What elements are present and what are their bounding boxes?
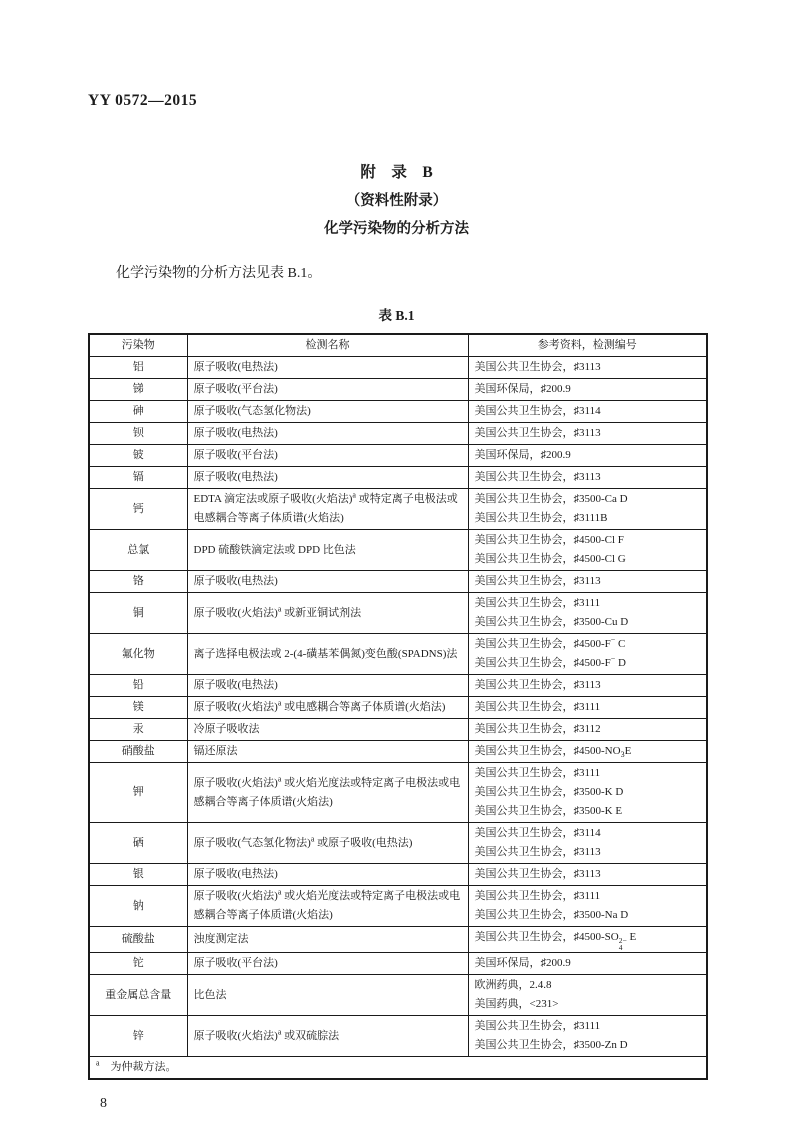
pollutant-cell: 铝 <box>89 357 187 379</box>
ref-line: 美国环保局，♯200.9 <box>474 383 571 395</box>
appendix-subtitle: （资料性附录） <box>345 193 448 209</box>
method-cell: 原子吸收(平台法) <box>187 445 468 467</box>
refs-cell <box>468 741 707 763</box>
table-row <box>89 1016 707 1057</box>
table-footnote-row <box>89 1057 707 1080</box>
table-row <box>89 445 707 467</box>
method-cell: 浊度测定法 <box>187 927 468 953</box>
ref-line: 美国公共卫生协会，♯3113 <box>474 361 601 373</box>
appendix-title: 附 录 B <box>360 164 433 181</box>
method-cell: 原子吸收(平台法) <box>187 379 468 401</box>
ref-line: 美国公共卫生协会，♯3113 <box>474 868 601 880</box>
table-row <box>89 719 707 741</box>
refs-cell <box>468 719 707 741</box>
method-cell: EDTA 滴定法或原子吸收(火焰法)$^a$ 或特定离子电极法或电感耦合等离子体质谱(火焰法) <box>187 489 468 530</box>
method-cell: 比色法 <box>187 975 468 1016</box>
pollutant-cell: 硒 <box>89 823 187 864</box>
pollutant-cell: 钡 <box>89 423 187 445</box>
method-cell: 原子吸收(电热法) <box>187 467 468 489</box>
table-row <box>89 634 707 675</box>
method-cell: DPD 硫酸铁滴定法或 DPD 比色法 <box>187 530 468 571</box>
table-row <box>89 489 707 530</box>
table-row <box>89 467 707 489</box>
refs-cell <box>468 571 707 593</box>
ref-line: 美国公共卫生协会，♯3113 <box>474 471 601 483</box>
page-number: 8 <box>100 1096 107 1111</box>
ref-line: 美国公共卫生协会，♯3500-Zn D <box>474 1039 628 1051</box>
pollutant-cell: 汞 <box>89 719 187 741</box>
table-row <box>89 530 707 571</box>
table-row <box>89 953 707 975</box>
refs-cell <box>468 864 707 886</box>
table-footnote: $^a$ 为仲裁方法。 <box>89 1057 707 1080</box>
method-cell: 原子吸收(电热法) <box>187 864 468 886</box>
table-row <box>89 697 707 719</box>
method-cell: 原子吸收(电热法) <box>187 423 468 445</box>
method-cell: 原子吸收(气态氢化物法)$^a$ 或原子吸收(电热法) <box>187 823 468 864</box>
intro-paragraph: 化学污染物的分析方法见表 B.1。 <box>116 266 322 281</box>
pollutant-cell: 重金属总含量 <box>89 975 187 1016</box>
table-row <box>89 823 707 864</box>
appendix-heading: 化学污染物的分析方法 <box>324 221 469 237</box>
refs-cell <box>468 357 707 379</box>
ref-line: 美国公共卫生协会，♯3111B <box>474 512 608 524</box>
ref-line: 美国公共卫生协会，♯3114 <box>474 405 601 417</box>
pollutant-cell: 银 <box>89 864 187 886</box>
ref-line: 美国公共卫生协会，♯4500-Cl F <box>474 534 624 546</box>
table-row <box>89 357 707 379</box>
pollutant-cell: 砷 <box>89 401 187 423</box>
table-row <box>89 886 707 927</box>
ref-line: 美国公共卫生协会，♯3500-Cu D <box>474 616 629 628</box>
pollutant-cell: 铜 <box>89 593 187 634</box>
ref-line: 美国公共卫生协会，♯3113 <box>474 575 601 587</box>
col-header-reference: 参考资料，检测编号 <box>468 334 707 357</box>
method-cell: 原子吸收(电热法) <box>187 357 468 379</box>
ref-line: 美国公共卫生协会，♯3111 <box>474 767 601 779</box>
ref-line: 美国公共卫生协会，♯4500-Cl G <box>474 553 626 565</box>
refs-cell <box>468 1016 707 1057</box>
refs-cell <box>468 927 707 953</box>
ref-line: 美国公共卫生协会，♯3111 <box>474 701 601 713</box>
ref-line: 欧洲药典，2.4.8 <box>474 979 552 991</box>
pollutant-cell: 铅 <box>89 675 187 697</box>
pollutant-cell: 钙 <box>89 489 187 530</box>
ref-line: 美国公共卫生协会，♯4500-F− C <box>474 635 626 650</box>
analysis-methods-table <box>88 333 708 1080</box>
pollutant-cell: 硝酸盐 <box>89 741 187 763</box>
refs-cell <box>468 886 707 927</box>
standard-number: YY 0572—2015 <box>88 92 198 109</box>
ref-line: 美国药典，<231> <box>474 998 559 1010</box>
ref-line: 美国公共卫生协会，♯3111 <box>474 597 601 609</box>
method-cell: 原子吸收(火焰法)$^a$ 或火焰光度法或特定离子电极法或电感耦合等离子体质谱(火焰法) <box>187 763 468 823</box>
table-row <box>89 675 707 697</box>
refs-cell <box>468 401 707 423</box>
ref-line: 美国公共卫生协会，♯4500-F− D <box>474 654 626 669</box>
refs-cell <box>468 489 707 530</box>
pollutant-cell: 铍 <box>89 445 187 467</box>
table-row <box>89 741 707 763</box>
refs-cell <box>468 823 707 864</box>
method-cell: 原子吸收(火焰法)$^a$ 或电感耦合等离子体质谱(火焰法) <box>187 697 468 719</box>
col-header-pollutant: 污染物 <box>89 334 187 357</box>
refs-cell <box>468 675 707 697</box>
table-row <box>89 423 707 445</box>
table-row <box>89 763 707 823</box>
table-header-row <box>89 334 707 357</box>
table-row <box>89 571 707 593</box>
pollutant-cell: 镉 <box>89 467 187 489</box>
table-row <box>89 379 707 401</box>
refs-cell <box>468 975 707 1016</box>
method-cell: 镉还原法 <box>187 741 468 763</box>
pollutant-cell: 总氯 <box>89 530 187 571</box>
method-cell: 冷原子吸收法 <box>187 719 468 741</box>
pollutant-cell: 铬 <box>89 571 187 593</box>
method-cell: 原子吸收(电热法) <box>187 571 468 593</box>
pollutant-cell: 锑 <box>89 379 187 401</box>
ref-line: 美国公共卫生协会，♯3113 <box>474 679 601 691</box>
method-cell: 原子吸收(火焰法)$^a$ 或双硫腙法 <box>187 1016 468 1057</box>
pollutant-cell: 锌 <box>89 1016 187 1057</box>
ref-line: 美国公共卫生协会，♯4500-SO 2− 4 E <box>474 931 637 952</box>
ref-line: 美国公共卫生协会，♯3114 <box>474 827 601 839</box>
ref-line: 美国环保局，♯200.9 <box>474 449 571 461</box>
refs-cell <box>468 593 707 634</box>
refs-cell <box>468 467 707 489</box>
table-row <box>89 593 707 634</box>
table-row <box>89 975 707 1016</box>
pollutant-cell: 硫酸盐 <box>89 927 187 953</box>
ref-line: 美国公共卫生协会，$♯4500-NO_3E$ <box>474 745 632 760</box>
method-cell: 原子吸收(火焰法)$^a$ 或新亚铜试剂法 <box>187 593 468 634</box>
pollutant-cell: 镁 <box>89 697 187 719</box>
pollutant-cell: 铊 <box>89 953 187 975</box>
refs-cell <box>468 763 707 823</box>
refs-cell <box>468 697 707 719</box>
table-row <box>89 401 707 423</box>
ref-line: 美国公共卫生协会，♯3500-Ca D <box>474 493 628 505</box>
method-cell: 原子吸收(气态氢化物法) <box>187 401 468 423</box>
table-row <box>89 864 707 886</box>
pollutant-cell: 钠 <box>89 886 187 927</box>
ref-line: 美国公共卫生协会，♯3500-K E <box>474 805 623 817</box>
refs-cell <box>468 423 707 445</box>
ref-line: 美国环保局，♯200.9 <box>474 957 571 969</box>
refs-cell <box>468 953 707 975</box>
table-caption: 表 B.1 <box>378 308 415 323</box>
method-cell: 原子吸收(火焰法)$^a$ 或火焰光度法或特定离子电极法或电感耦合等离子体质谱(火焰法) <box>187 886 468 927</box>
pollutant-cell: 氟化物 <box>89 634 187 675</box>
ref-line: 美国公共卫生协会，♯3500-K D <box>474 786 624 798</box>
table-row <box>89 927 707 953</box>
method-cell: 原子吸收(电热法) <box>187 675 468 697</box>
ref-line: 美国公共卫生协会，♯3112 <box>474 723 601 735</box>
method-cell: 离子选择电极法或 2-(4-磺基苯偶氮)变色酸(SPADNS)法 <box>187 634 468 675</box>
refs-cell <box>468 445 707 467</box>
ref-line: 美国公共卫生协会，♯3111 <box>474 890 601 902</box>
ref-line: 美国公共卫生协会，♯3113 <box>474 846 601 858</box>
pollutant-cell: 钾 <box>89 763 187 823</box>
refs-cell <box>468 634 707 675</box>
refs-cell <box>468 530 707 571</box>
col-header-method: 检测名称 <box>187 334 468 357</box>
ref-line: 美国公共卫生协会，♯3113 <box>474 427 601 439</box>
ref-line: 美国公共卫生协会，♯3500-Na D <box>474 909 629 921</box>
refs-cell <box>468 379 707 401</box>
ref-line: 美国公共卫生协会，♯3111 <box>474 1020 601 1032</box>
method-cell: 原子吸收(平台法) <box>187 953 468 975</box>
table-body <box>89 357 707 1080</box>
